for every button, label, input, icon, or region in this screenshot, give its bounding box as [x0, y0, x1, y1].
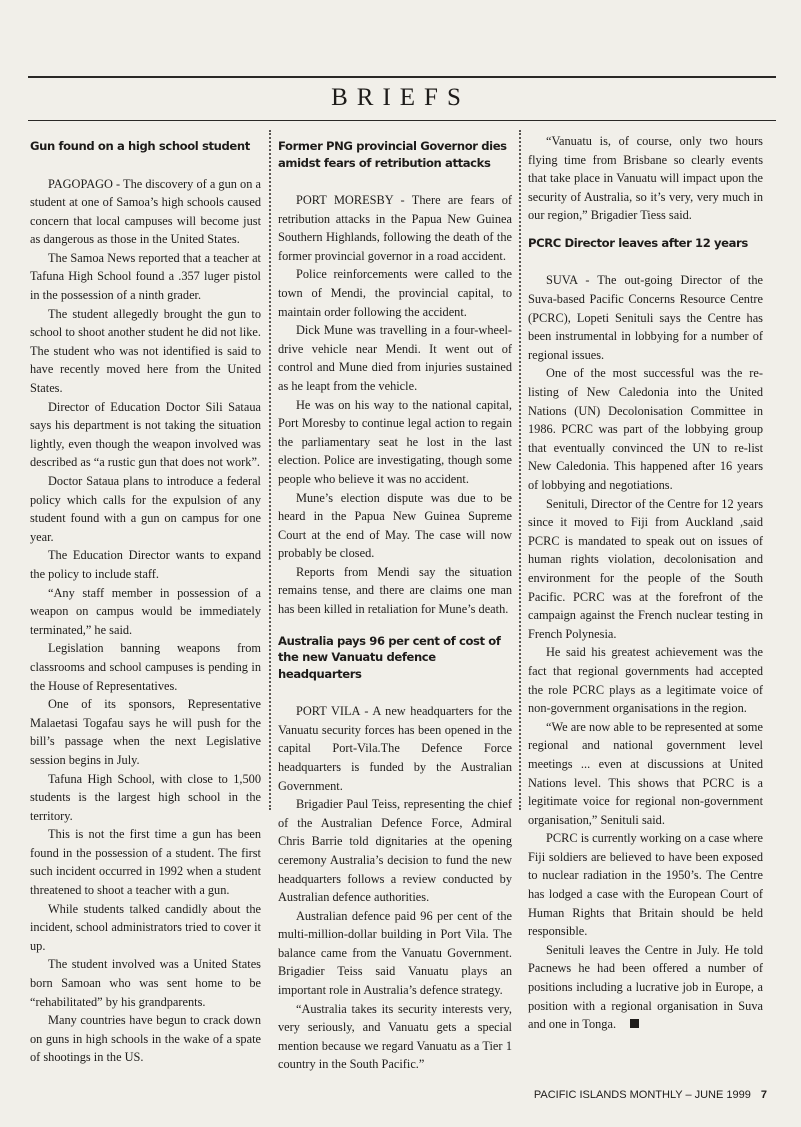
publication-line: PACIFIC ISLANDS MONTHLY – JUNE 1999	[533, 1089, 751, 1101]
section-title: BRIEFS	[331, 84, 470, 111]
paragraph: He was on his way to the national capital, Port Moresby to continue legal action to regain the parliamentary seat he lost in the last election. Police are investigating, though some people who believe it was no accident.	[278, 397, 512, 486]
paragraph: One of its sponsors, Representative Malaetasi Togafau says he will push for the bill’s passage when the next Legislative session begins in July.	[30, 697, 261, 767]
paragraph: One of the most successful was the re-listing of New Caledonia into the United Nations (UN) Decolonisation Committee in 1986. PCRC was part of the lobbying group that eventually convinced the UN to re-list New Caledonia. This happened after 16 years of lobbying and negotiations.	[528, 366, 763, 492]
paragraph: SUVA - The out-going Director of the Suva-based Pacific Concerns Resource Centre (PCRC), Lopeti Senituli says the Centre has been instrumental in lobbying for a number of regional issues.	[528, 273, 763, 362]
paragraph: PORT VILA - A new headquarters for the Vanuatu security forces has been opened in the capital Port-Vila.The Defence Force headquarters is funded by the Australian Government.	[278, 704, 512, 793]
paragraph: The student involved was a United States born Samoan who was sent home to be “rehabilitated” by his grandparents.	[30, 957, 261, 1009]
paragraph: Brigadier Paul Teiss, representing the chief of the Australian Defence Force, Admiral Chris Barrie told dignitaries at the opening ceremony Australia’s decision to fund the new headquarters follows a review conducted by Australian defence authorities.	[278, 797, 512, 905]
column-divider	[269, 130, 271, 810]
page-footer	[534, 1089, 767, 1101]
paragraph: Senituli, Director of the Centre for 12 years since it moved to Fiji from Auckland ,said PCRC is mandated to speak out on issues of human rights violation, decolonisation and environment for the people of the South Pacific. PCRC was at the forefront of the campaign against the French nuclear testing in French Polynesia.	[528, 496, 763, 641]
column-3	[528, 132, 763, 1034]
paragraph: Legislation banning weapons from classrooms and school campuses is pending in the House of Representatives.	[30, 641, 261, 693]
paragraph: The Samoa News reported that a teacher at Tafuna High School found a .357 luger pistol in the possession of a ninth grader.	[30, 250, 261, 303]
paragraph: Many countries have begun to crack down on guns in high schools in the wake of a spate of shootings in the US.	[30, 1013, 261, 1065]
paragraph	[528, 941, 763, 1034]
paragraph: While students talked candidly about the incident, school administrators tried to cover it up.	[30, 901, 261, 953]
paragraph: Police reinforcements were called to the town of Mendi, the provincial capital, to maintain order following the accident.	[278, 267, 512, 319]
headline-png: Former PNG provincial Governor dies amidst fears of retribution attacks	[278, 139, 507, 170]
headline-gun: Gun found on a high school student	[30, 139, 250, 153]
column-1	[30, 132, 261, 1067]
paragraph: “Any staff member in possession of a weapon on campus would be immediately terminated,” he said.	[30, 585, 261, 637]
paragraph: “Australia takes its security interests very, very seriously, and Vanuatu gets a special mention because we regard Vanuatu as a Tier 1 country in the South Pacific.”	[278, 1001, 512, 1072]
paragraph: “Vanuatu is, of course, only two hours flying time from Brisbane so clearly events that take place in Vanuatu will impact upon the security of Australia, so it’s very, very much in our region,” Brigadier Tiess said.	[528, 134, 763, 223]
paragraph: Doctor Sataua plans to introduce a federal policy which calls for the expulsion of any student found with a gun on campus for one year.	[30, 474, 261, 544]
paragraph: Mune’s election dispute was due to be heard in the Papua New Guinea Supreme Court at the end of May. The case will now probably be closed.	[278, 490, 512, 561]
paragraph: “We are now able to be represented at some regional and national government level meetings ... even at discussions at United Nations level. This shows that PCRC is a legitimate voice for regional non-government organisation,” Senituli said.	[528, 719, 763, 827]
column-2	[278, 132, 512, 1074]
paragraph: Australian defence paid 96 per cent of the multi-million-dollar building in Port Vila. The balance came from the Vanuatu Government. Brigadier Teiss said Vanuatu plays an important role in Australia’s defence strategy.	[278, 908, 512, 998]
paragraph: PORT MORESBY - There are fears of retribution attacks in the Papua New Guinea Southern Highlands, following the death of the former provincial governor in a road accident.	[278, 193, 512, 263]
top-rule	[28, 76, 776, 78]
page-number: 7	[760, 1089, 767, 1101]
paragraph: Director of Education Doctor Sili Sataua says his department is not taking the situation lightly, even though the weapon involved was described as “a rustic gun that does not work”.	[30, 399, 261, 470]
paragraph: The student allegedly brought the gun to school to shoot another student he did not like. The student who was not identified is said to have recently moved here from the United States.	[30, 306, 261, 396]
paragraph: PCRC is currently working on a case where Fiji soldiers are believed to have been exposed to nuclear radiation in the 1950’s. The Centre has lodged a case with the European Court of Human Rights that Britain should be held responsible.	[528, 831, 763, 939]
headline-australia: Australia pays 96 per cent of cost of the new Vanuatu defence headquarters	[278, 633, 501, 681]
paragraph: Reports from Mendi say the situation remains tense, and there are claims one man has been killed in retaliation for Mune’s death.	[278, 564, 512, 617]
title-rule	[28, 120, 776, 121]
paragraph: Tafuna High School, with close to 1,500 students is the largest high school in the territory.	[30, 771, 261, 823]
column-divider	[519, 130, 521, 810]
paragraph: The Education Director wants to expand the policy to include staff.	[30, 548, 261, 581]
paragraph: PAGOPAGO - The discovery of a gun on a student at one of Samoa’s high schools caused concern that local campuses will become just as dangerous as those in the United States.	[30, 176, 261, 247]
paragraph: He said his greatest achievement was the fact that regional governments had accepted the role PCRC plays as a legitimate voice of non-government organisations in the region.	[528, 645, 763, 716]
paragraph-text: Senituli leaves the Centre in July. He told Pacnews he had been offered a number of positions including a lucrative job in Europe, a position with a regional organisation in Suva and one in Tonga.	[528, 942, 763, 1032]
paragraph: This is not the first time a gun has been found in the possession of a student. The first such incident occurred in 1992 when a student threatened to shoot a teacher with a gun.	[30, 827, 261, 898]
paragraph: Dick Mune was travelling in a four-wheel-drive vehicle near Mendi. It went out of control and Mune died from injuries sustained as he leapt from the vehicle.	[278, 323, 512, 393]
end-mark-icon	[630, 1019, 639, 1028]
headline-pcrc: PCRC Director leaves after 12 years	[528, 235, 748, 250]
